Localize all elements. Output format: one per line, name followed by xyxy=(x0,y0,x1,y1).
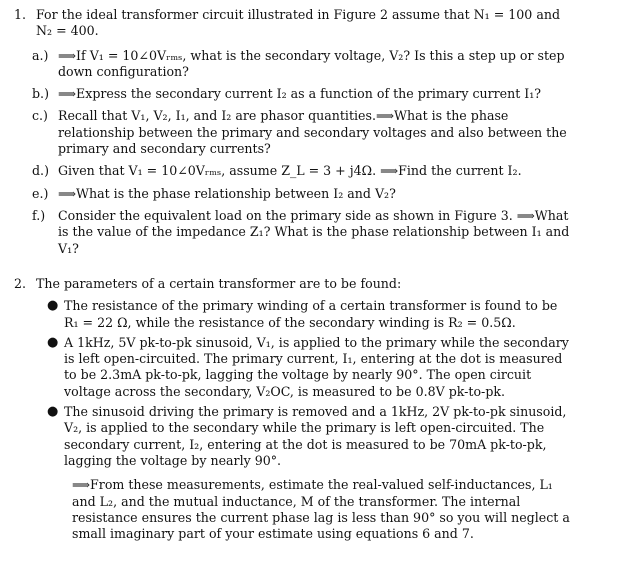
list-item: ● A 1kHz, 5V pk-to-pk sinusoid, V₁, is applied to the primary while the secondary is left open-circuited. The primary current, I₁, entering at the dot is measured to be 2.3mA pk-to-pk, lagging the voltage by nearly 90°. The open circuit voltage across the secondary, V₂OC, is measured to be 0.8V pk-to-pk. xyxy=(47,334,569,399)
part-label: a.) xyxy=(32,47,49,63)
part-text: ⟹Express the secondary current I₂ as a function of the primary current I₁? xyxy=(58,86,542,102)
part-text: Recall that V₁, V₂, I₁, and I₂ are phasor quantities.⟹What is the phase relationship between the primary and secondary voltages and also between the primary and secondary currents? xyxy=(58,108,567,157)
part-label: b.) xyxy=(32,86,49,102)
bullet-icon: ● xyxy=(47,298,59,314)
problem-intro: For the ideal transformer circuit illustrated in Figure 2 assume that N₁ = 100 and N₂ = 400. xyxy=(36,7,560,39)
part-label: c.) xyxy=(32,108,48,124)
part-label: e.) xyxy=(32,185,49,201)
part-label: d.) xyxy=(32,163,49,179)
problem-intro: The parameters of a certain transformer are to be found: xyxy=(36,276,402,291)
part-d xyxy=(32,163,574,179)
part-b xyxy=(32,86,574,102)
list-item: ● The resistance of the primary winding of a certain transformer is found to be R₁ = 22 Ω, while the resistance of the secondary winding is R₂ = 0.5Ω. xyxy=(47,298,558,330)
part-a xyxy=(32,47,574,81)
part-f xyxy=(32,207,574,257)
part-label: f.) xyxy=(32,207,46,223)
bullet-icon: ● xyxy=(47,404,59,420)
part-text: Given that V₁ = 10∠0Vᵣₘₛ, assume Z_L = 3 + j4Ω. ⟹Find the current I₂. xyxy=(58,163,522,179)
problem-2 xyxy=(14,276,574,542)
closing-paragraph: ⟹From these measurements, estimate the real-valued self-inductances, L₁ and L₂, and the mutual inductance, M of the transformer. The internal resistance ensures the current phase lag is less than 90° so you will neglect a small imaginary part of your estimate using equations 6 and 7. xyxy=(72,477,570,542)
problem-number: 1. xyxy=(14,7,27,22)
problem-number: 2. xyxy=(14,276,27,291)
list-item: ● The sinusoid driving the primary is removed and a 1kHz, 2V pk-to-pk sinusoid, V₂, is applied to the secondary while the primary is left open-circuited. The secondary current, I₂, entering at the dot is measured to be 70mA pk-to-pk, lagging the voltage by nearly 90°. xyxy=(47,404,567,468)
part-c xyxy=(32,108,574,157)
part-text: ⟹What is the phase relationship between I₂ and V₂? xyxy=(58,185,396,201)
bullet-icon: ● xyxy=(47,334,59,350)
measurement-list xyxy=(47,298,574,469)
part-text: ⟹If V₁ = 10∠0Vᵣₘₛ, what is the secondary voltage, V₂? Is this a step up or step down configuration? xyxy=(58,47,565,79)
part-e xyxy=(32,185,574,202)
part-text: Consider the equivalent load on the primary side as shown in Figure 3. ⟹What is the value of the impedance Z₁? What is the phase relationship between I₁ and V₁? xyxy=(58,207,570,256)
problem-1 xyxy=(14,7,574,257)
